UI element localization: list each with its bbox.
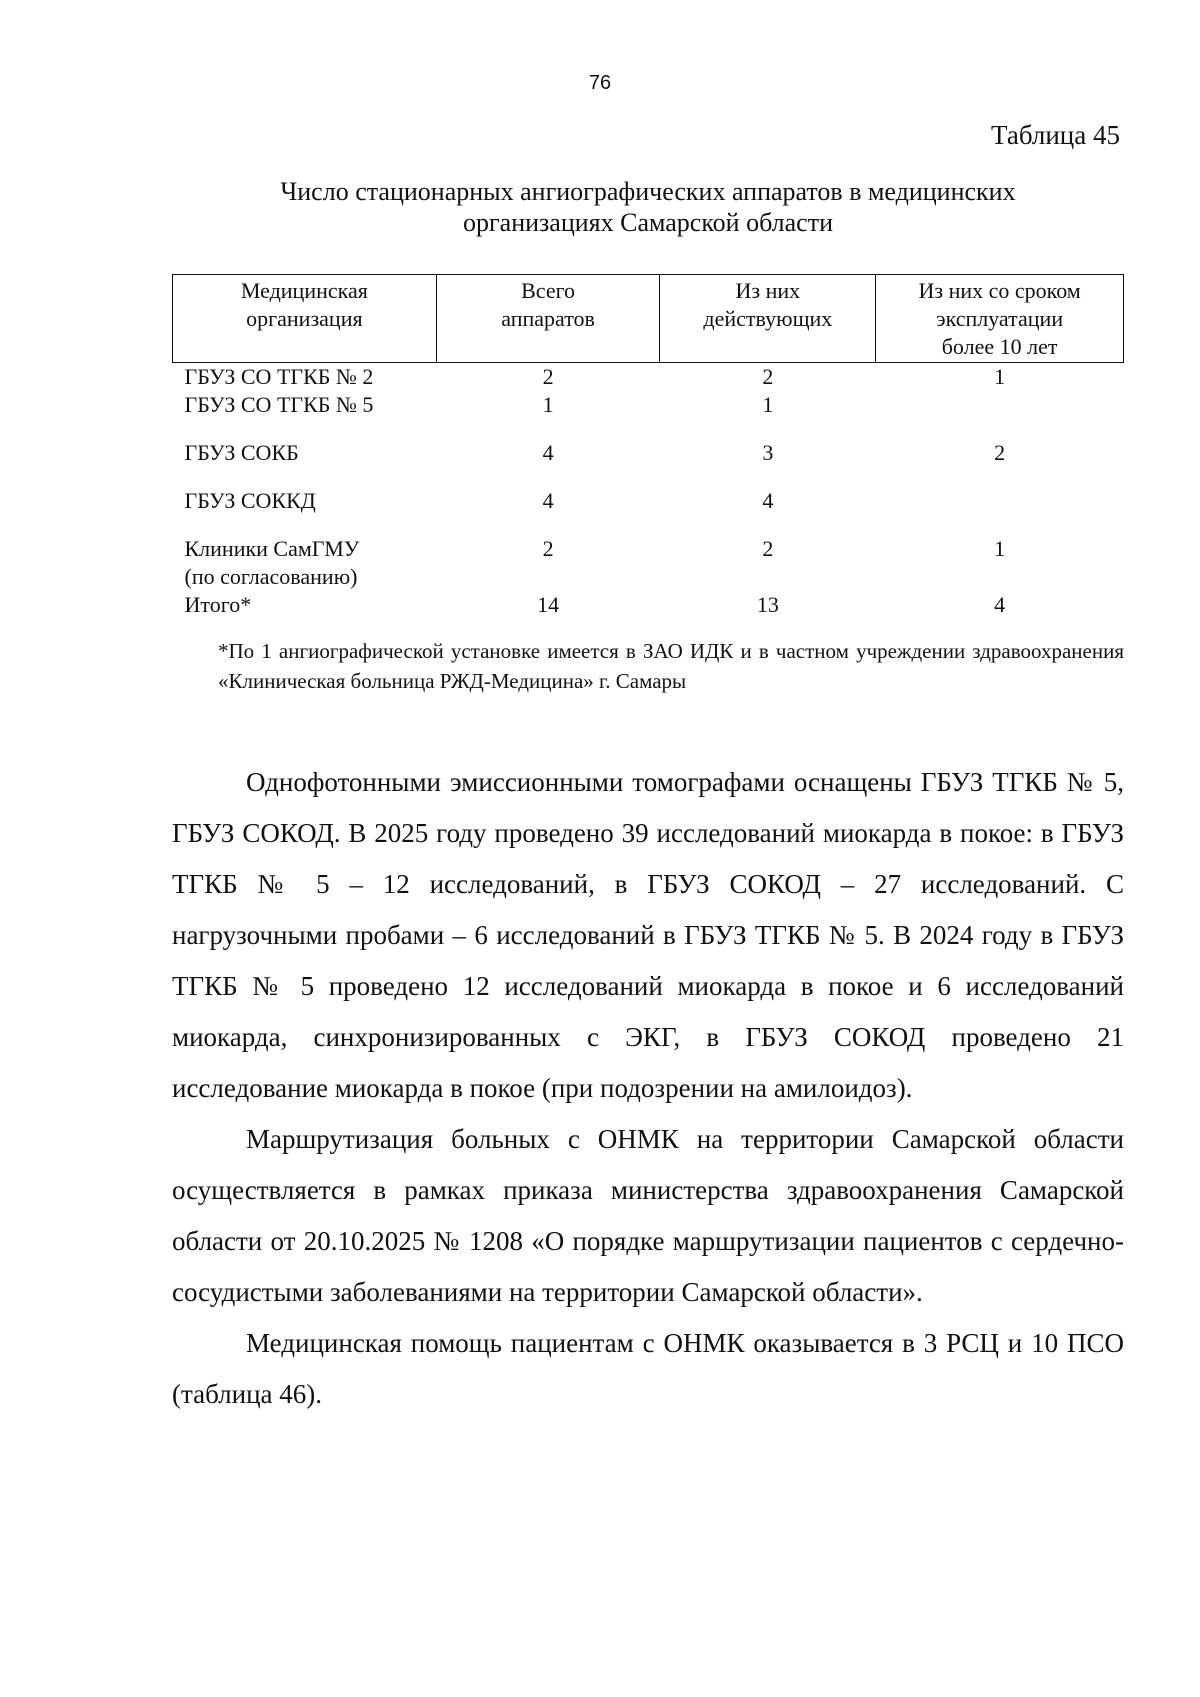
- table-title-line: организациях Самарской области: [462, 208, 833, 237]
- table-title-line: Число стационарных ангиографических аппаратов в медицинских: [280, 177, 1016, 206]
- cell-old: 4: [994, 592, 1006, 617]
- cell-org: ГБУЗ СО ТГКБ № 5: [184, 392, 374, 417]
- cell-old: [876, 391, 1124, 439]
- cell-org: ГБУЗ СОКБ: [184, 440, 299, 465]
- table-number: Таблица 45: [991, 120, 1120, 150]
- cell-total: 2: [542, 364, 554, 389]
- header-active: Из них действующих: [660, 275, 876, 363]
- cell-active: 3: [762, 440, 774, 465]
- cell-old: 1: [994, 364, 1006, 389]
- table-footnote: *По 1 ангиографической установке имеется в ЗАО ИДК и в частном учреждении здравоохранения «Клиническая больница РЖД-Медицина» г. Самары: [218, 639, 1124, 693]
- paragraph: Маршрутизация больных с ОНМК на территории Самарской области осуществляется в рамках приказа министерства здравоохранения Самарской области от 20.10.2025 № 1208 «О порядке маршрутизации пациентов с сердечно-сосудистыми заболеваниями на территории Самарской области».: [172, 1124, 1124, 1307]
- table-row: [173, 439, 1124, 487]
- cell-old: 2: [994, 440, 1006, 465]
- page-number: 76: [588, 72, 612, 94]
- header-over-10-years: Из них со сроком эксплуатации более 10 лет: [876, 275, 1124, 363]
- cell-active: 2: [762, 536, 774, 561]
- cell-active: 2: [762, 364, 774, 389]
- table-row: [173, 391, 1124, 439]
- body-text: [172, 757, 1124, 1420]
- table-header-row: [173, 275, 1124, 363]
- cell-total: 14: [537, 592, 560, 617]
- cell-active: 4: [762, 488, 774, 513]
- table-row: [173, 363, 1124, 392]
- cell-old: 1: [994, 536, 1006, 561]
- cell-total: 2: [542, 536, 554, 561]
- cell-old: [876, 487, 1124, 535]
- header-organization: Медицинская организация: [173, 275, 437, 363]
- cell-active: 13: [756, 592, 779, 617]
- cell-org: ГБУЗ СОККД: [184, 488, 316, 513]
- paragraph: Медицинская помощь пациентам с ОНМК оказывается в 3 РСЦ и 10 ПСО (таблица 46).: [172, 1328, 1124, 1409]
- header-total: Всего аппаратов: [436, 275, 660, 363]
- table-row: [173, 535, 1124, 591]
- table-total-row: [173, 591, 1124, 619]
- cell-total: 4: [542, 440, 554, 465]
- cell-active: 1: [762, 392, 774, 417]
- cell-org: Итого*: [184, 592, 252, 617]
- table-title: [172, 176, 1124, 238]
- cell-total: 4: [542, 488, 554, 513]
- cell-total: 1: [542, 392, 554, 417]
- cell-org: ГБУЗ СО ТГКБ № 2: [184, 364, 374, 389]
- angiography-table: [172, 274, 1124, 619]
- paragraph: Однофотонными эмиссионными томографами оснащены ГБУЗ ТГКБ № 5, ГБУЗ СОКОД. В 2025 году проведено 39 исследований миокарда в покое: в ГБУЗ ТГКБ № 5 – 12 исследований, в ГБУЗ СОКОД – 27 исследований. С нагрузочными пробами – 6 исследований в ГБУЗ ТГКБ № 5. В 2024 году в ГБУЗ ТГКБ № 5 проведено 12 исследований миокарда в покое и 6 исследований миокарда, синхронизированных с ЭКГ, в ГБУЗ СОКОД проведено 21 исследование миокарда в покое (при подозрении на амилоидоз).: [172, 767, 1124, 1103]
- table-row: [173, 487, 1124, 535]
- cell-org: Клиники СамГМУ (по согласованию): [184, 536, 360, 589]
